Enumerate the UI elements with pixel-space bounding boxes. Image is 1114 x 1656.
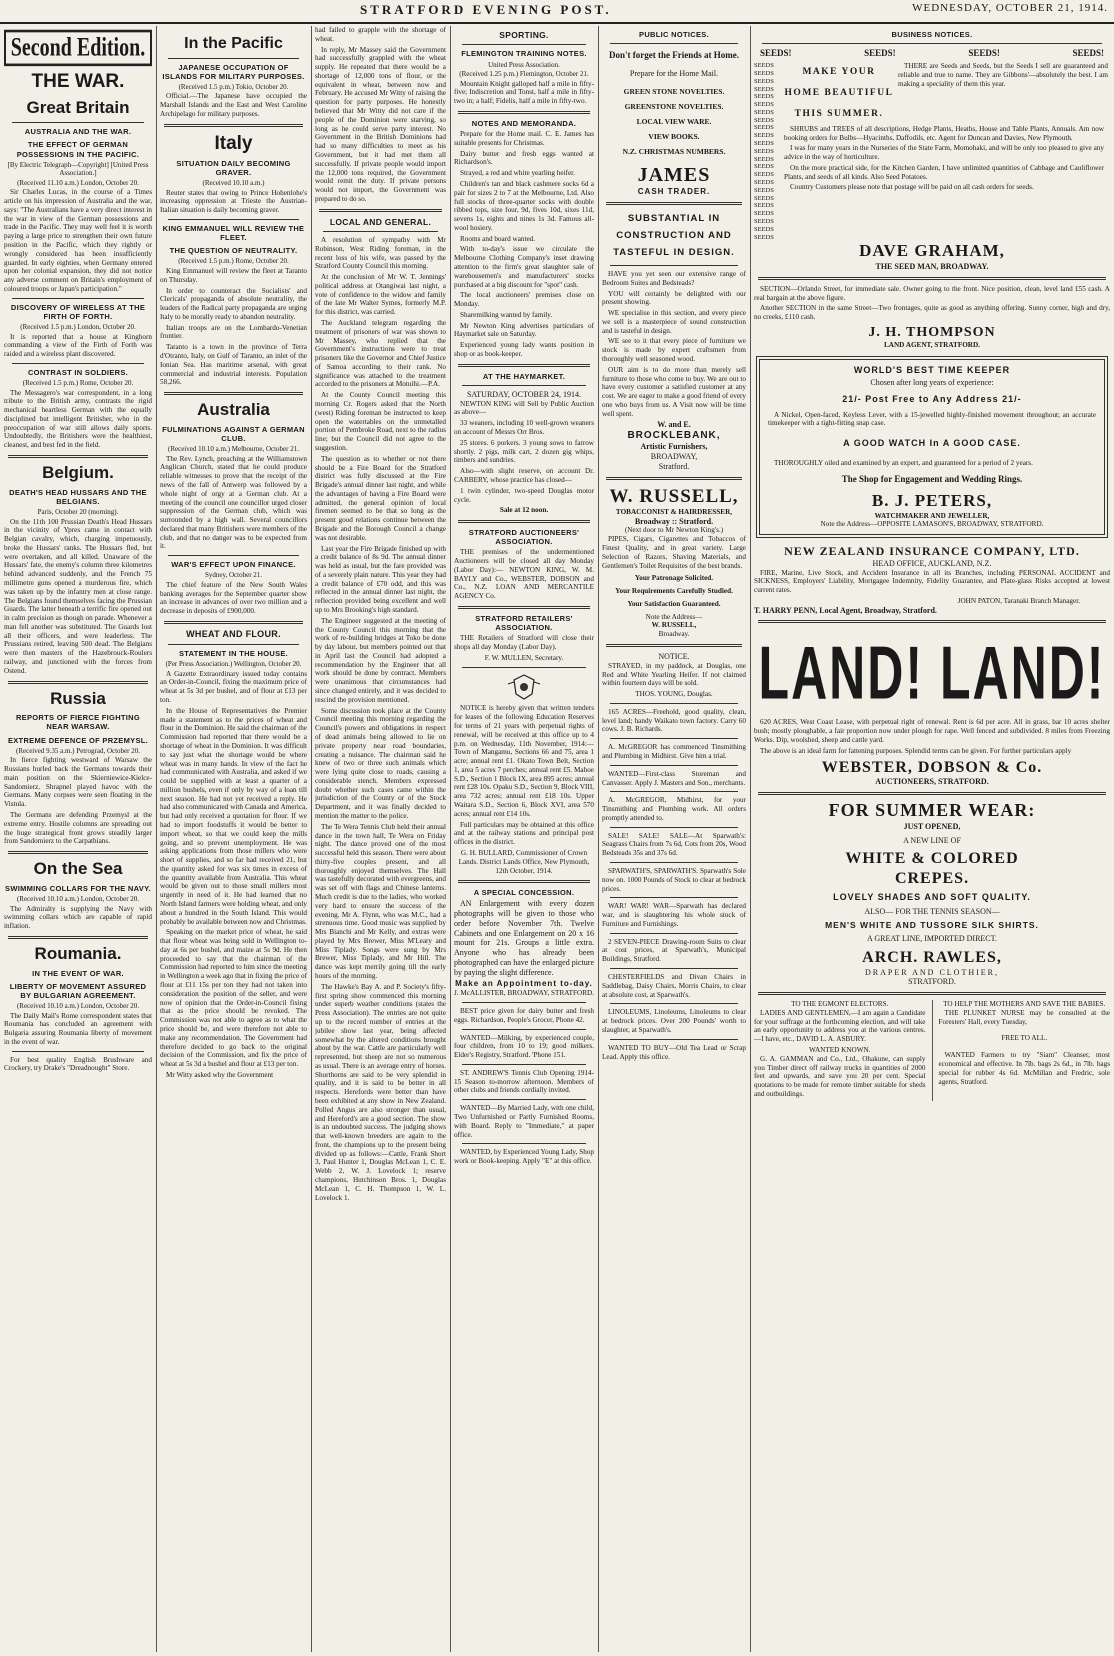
- ad-price: 21/- Post Free to Any Address 21/-: [842, 393, 1022, 404]
- article-paragraph: The Admiralty is supplying the Navy with swimming collars which are capable of rapid inflation.: [4, 904, 152, 931]
- advertisement: Another SECTION in the same Street—Two frontages, quite as good as anything offering. Sunny corner, high and dry, no creeks, £110 cash.: [754, 304, 1110, 322]
- ad-line: W. RUSSELL,: [651, 621, 697, 630]
- crepes-heading: WHITE & COLORED: [845, 850, 1019, 868]
- article-paragraph: The Messagero's war correspondent, in a long tribute to the British army, contrasts the rigid mechanical heartless German with the equally disciplined but intelligent Britisher, who in the preoccupation of war still allows daily sports. Undoubtedly, the Britishers were the healthiest, cleanest, and best fed in the field.: [4, 388, 152, 450]
- ad-heading: TO HELP THE MOTHERS AND SAVE THE BABIES.: [943, 1000, 1106, 1009]
- ad-line: LOCAL VIEW WARE.: [636, 117, 712, 127]
- article-paragraph: In the House of Representatives the Premier made a statement as to the prices of wheat and flour in the Dominion. He said the chairman of the Commission had reported that there would be a shortage of wheat in the Dominion. It was difficult to say just what the shortage would be where wheat was in many hands. In view of the fact he had communicated with Australia, and asked if we could be supplied with at least a quarter of a million bushels, even if only by way of a loan till next season. He had not yet received a reply. He had also communicated with Canada and America, but had only received a quotation for flour. If we had to import foodstuffs it would be better to import wheat, so that we could keep the mills going, and so prevent unemployment. He was asking applications from those millers who were short of supplies, and so far had received 21, but the quantity asked for was six times in excess of the quantity available from Australia. This wheat would be given out to those small millers most urgently in need of it. He had learned that no North Island farmers were holding wheat, and only about a hundred in the South Island. This would probably be available between now and Christmas.: [160, 706, 307, 926]
- war-heading: THE WAR.: [31, 71, 125, 93]
- classified-ad: WANTED, by Experienced Young Lady, Shop work or Book-keeping. Apply "E" at this office.: [454, 1148, 594, 1166]
- advertisement: THE PLUNKET NURSE may be consulted at the Foresters' Hall, every Tuesday,: [938, 1008, 1110, 1026]
- column-6: [754, 26, 1110, 1652]
- ad-line: A GREAT LINE, IMPORTED DIRECT.: [867, 934, 997, 944]
- ad-line: (Next door to Mr Newton King's.): [624, 526, 724, 535]
- bottom-ads-right: [939, 1000, 1111, 1101]
- classified-ad: WANTED—First-class Storeman and Canvasser. Apply J. Masters and Son., merchants.: [602, 769, 746, 787]
- ad-slogan: A GOOD WATCH In A GOOD CASE.: [843, 438, 1021, 449]
- headline: REPORTS OF FIERCE FIGHTING NEAR WARSAW.: [15, 713, 141, 732]
- advertisement: SHRUBS and TREES of all descriptions, Hedge Plants, Heaths, House and Table Plants, Annuals. Am now booking orders for Bulbs—Hyacinths, Daffodils, etc. Agent for Duncan and Davies, New Plymouth.: [784, 124, 1104, 142]
- ad-line: WATCHMAKER AND JEWELLER,: [874, 511, 990, 520]
- classified-ad: 2 SEVEN-PIECE Drawing-room Suits to clear at cost prices, at Sparwath's, Municipal Buildings, Stratford.: [602, 937, 746, 964]
- firm-name: BROCKLEBANK,: [627, 430, 721, 442]
- dave-graham-logo: DAVE GRAHAM,: [859, 241, 1005, 261]
- article-paragraph: In fierce fighting westward of Warsaw the Russians hurled back the Germans towards their main position on the Skierniewice-Kielce-Sandomierz. Shrapnel played havoc with the Germans. Many corpses were seen floating in the Vistula.: [4, 756, 152, 809]
- firm-line: Stratford.: [658, 461, 690, 471]
- advertisement: WE see to it that every piece of furniture we stock is made by expert craftsmen from thoroughly well seasoned wood.: [602, 337, 746, 364]
- seeds-banner: [754, 48, 1110, 59]
- credit-line: United Press Association.: [488, 60, 560, 69]
- classified-ad: ST. ANDREW'S Tennis Club Opening 1914-15 Season to-morrow afternoon. Members of other clubs and friends cordially invited.: [454, 1068, 594, 1095]
- headline: FLEMINGTON TRAINING NOTES.: [461, 49, 587, 59]
- ad-line: Chosen after long years of experience:: [870, 377, 994, 387]
- signature: THOS. YOUNG, Douglas.: [635, 690, 713, 699]
- belgium-heading: Belgium.: [42, 462, 114, 482]
- headline: NOTES AND MEMORANDA.: [471, 118, 577, 128]
- headline: SWIMMING COLLARS FOR THE NAVY.: [5, 883, 151, 893]
- sale-time: Sale at 12 noon.: [499, 506, 549, 515]
- ad-line: ALSO— FOR THE TENNIS SEASON—: [864, 907, 1000, 917]
- dateline: (Received 10.10 a.m.) London, October 20.: [16, 1002, 140, 1010]
- crepes-heading: CREPES.: [894, 869, 970, 887]
- ad-line: Note the Address—: [645, 612, 703, 621]
- article-paragraph: The Engineer suggested at the meeting of the County Council this morning that the work of re-building bridges at Toko be done by day labour, but members pointed out that in April last the Council had adopted a recommendation by the Engineer that all work should be done by contract. Members were unanimous that circumstances had since changed entirely, and it was decided to rescind the provision mentioned.: [315, 616, 446, 704]
- ad-heading: WORLD'S BEST TIME KEEPER: [853, 364, 1011, 375]
- article-paragraph: With to-day's issue we circulate the Melbourne Clothing Company's inset drawing attention to the firm's great slaughter sale of warehousemen's and manufacturers' stocks purchased at a big discount for "spot" cash.: [454, 245, 594, 289]
- advertisement: On the more practical side, for the Kitchen Garden, I have unlimited quantities of Cabbage and Cauliflower Plants, and seeds of all kinds. Also Seed Potatoes.: [784, 163, 1104, 181]
- ad-line: CASH TRADER.: [637, 186, 711, 196]
- on-the-sea-heading: On the Sea: [33, 859, 123, 879]
- headline: THE EFFECT OF GERMAN POSSESSIONS IN THE PACIFIC.: [16, 140, 140, 159]
- seeds-slogan: MAKE YOUR HOME BEAUTIFUL THIS SUMMER.: [784, 67, 894, 119]
- advertisement: THE premises of the undermentioned Auctioneers will be closed all day Monday (Labor Day):— NEWTON KING, W. M. BAYLY and Co., WEBSTER, DOBSON and Co., N.Z. LOAN AND MERCANTILE AGENCY Co.: [454, 548, 594, 601]
- advertisement: FIRE, Marine, Live Stock, and Accident Insurance in all its Branches, including PERSONAL ACCIDENT and SICKNESS, Employers' Liability, Mortgagee Indemnity, Fidelity Guarantee, and Plate-glass Risks accepted at lowest current rates.: [754, 568, 1110, 595]
- ad-line: Broadway.: [658, 630, 690, 639]
- advertisement: 620 ACRES, West Coast Lease, with perpetual right of renewal. Rent is 6d per acre. All in grass, bar 10 acres shelter bush; mostly ploughable, a fair proportion now under plough for rape. Well fenced and subdivided. 8 miles from Freezing Works. Dip, woolshed, sheep and cattle yard.: [754, 718, 1110, 744]
- article-paragraph: The Rev. Lynch, preaching at the Williamstown Anglican Church, stated that he could produce reliable witnesses to prove that the receipt of the news of the fall of Antwerp was followed by a whole night of orgy at a German club. At a meeting of the council one councillor urged closer suppression of the German club, which was surrounded by a high wall. Several councillors declared that many Britishers were members of the club, and that no danger was to be expected from it.: [160, 454, 307, 551]
- peters-logo: B. J. PETERS,: [871, 490, 993, 510]
- column-4: [454, 26, 594, 1652]
- classified-ad: SPARWATH'S, SPARWATH'S. Sparwath's Sole now on. 1000 Pounds of Stock to clear at bedrock prices.: [602, 867, 746, 893]
- pacific-heading: In the Pacific: [184, 35, 283, 52]
- headline: FULMINATIONS AGAINST A GERMAN CLUB.: [162, 424, 305, 443]
- article-paragraph: A Gazette Extraordinary issued today contains an Order-in-Council, fixing the maximum price of wheat at 5s 3d per bushel, and of flour at £13 per ton.: [160, 669, 307, 705]
- article-paragraph: Dairy butter and fresh eggs wanted at Richardson's.: [454, 149, 594, 167]
- article-paragraph: The Hawke's Bay A. and P. Society's fifty-first spring show commenced this morning under superb weather conditions (states the Press Association). The entries are not quite up to the record number of entries at the jubilee show last year, being affected somewhat by the altered conditions brought about by the war. Cattle are particularly well represented, but sheep are not so numerous as usual. There is an average entry of horses. Shorthorns are said to be very splendid in quality, and it is said to be better in all respects. Herefords were better than have been exhibited at any show in New Zealand. Polled Angus are also stronger than usual, and Hereford's are a good section. The show is an undoubted success. The judging shows that well-known breeders are again to the front, the champions up to the present being divided up as follows:—Cattle, Frank Short 3, Paul Hunter 1, Douglas McLean 1, C. E. Webb 2, W. J. Lovelock 1; reserve champions, Hutchinson Bros. 1, Douglas McLean 1, C. H. Thompson 1, W. L. Lovelock 1.: [315, 982, 446, 1202]
- headline: DEATH'S HEAD HUSSARS AND THE BELGIANS.: [9, 487, 147, 506]
- article-paragraph: On the 11th 100 Prussian Death's Head Hussars in the vicinity of Ypres came in contact with Belgian cavalry, which, charging impetuously, broke the Hussars' ranks. The Hussars fled, but were overtaken, and all killed. Unaware of the Hussars' fate, the enemy's column three kilometres behind advanced suddenly, and the French 75 millimetre guns opened a murderous fire, which was taken up by the infantry men at close range. The Belgians found themselves facing the Prussian Guards. The latter beneath a terrific fire opened out in calm precision as though on parade. Whenever a man fell another was substituted. The Guards lost all their officers, and were leaderless. The Prussians retired, leaving 500 dead. The Belgians were then masters of the Hazebrouck-Roulers railway, and junctioned with the forces from Ostend.: [4, 517, 152, 675]
- signature: J. McALLISTER, BROADWAY, STRATFORD.: [454, 989, 594, 998]
- advertisement: 25 stores. 6 porkers. 3 young sows to farrow shortly. 2 pigs, milk cart, 2 dozen gig whips, timbers and sundries.: [454, 438, 594, 465]
- ad-line: TOBACCONIST & HAIRDRESSER,: [615, 507, 733, 516]
- classified-ad: WAR! WAR! WAR—Sparwath has declared war, and is slaughtering his whole stock of Furniture and Furnishings.: [602, 902, 746, 928]
- ad-line: The Shop for Engagement and Wedding Rings.: [841, 473, 1023, 484]
- article-paragraph: In reply, Mr Massey said the Government had successfully grappled with the wheat supply. He repeated that there would be a shortage of 12,000 tons of flour, or the equivalent in wheat, between now and February. He accused Mr Witty of raising the question for party purposes. He honestly believed that Mr Witty did not care if the people of the Dominion were starving, so long as he could serve party interest. No Government in the British Dominions had had so many difficulties to meet as his Government, but it had met them all successfully. If private people would import the 12,000 tons required, the Government would remit the duty. If private persons would not import, the Government was prepared to do so.: [315, 45, 446, 203]
- notice-heading: NOTICE.: [658, 651, 690, 661]
- headline: EXTREME DEFENCE OF PRZEMYSL.: [7, 735, 149, 745]
- dateline: (Received 10.10 a.m.) Melbourne, October 21.: [167, 445, 299, 454]
- advertisement: The above is an ideal farm for fattening purposes. Splendid terms can be given. For further particulars apply: [760, 746, 1072, 755]
- headline: STRATFORD RETAILERS' ASSOCIATION.: [475, 614, 573, 633]
- ad-line: Broadway :: Stratford.: [634, 516, 714, 526]
- dateline: Sydney, October 21.: [204, 571, 263, 580]
- firm-line: BROADWAY,: [650, 452, 698, 462]
- classified-ad: SALE! SALE! SALE—At Sparwath's: Seagrass Chairs from 7s 6d, Cots from 20s, Wood Bedsteads 35s and 37s 6d.: [602, 831, 746, 858]
- advertisement: PIPES, Cigars, Cigarettes and Tobaccos of Finest Quality, and in great variety. Large Selection of Razors, Shaving Materials, and Gentlemen's Toilet Requisites of the best brands.: [602, 535, 746, 570]
- advertisement: THERE are Seeds and Seeds, but the Seeds I sell are guaranteed and reliable and true to name. They are Gibbons'—absolutely the best. I am making a speciality of them this year.: [898, 62, 1108, 88]
- advertisement: Full particulars may be obtained at this office and at the railway stations and principal post offices in the district.: [454, 820, 594, 847]
- dateline: Paris, October 20 (morning).: [37, 508, 119, 516]
- roumania-heading: Roumania.: [34, 943, 122, 963]
- dateline: (Received 1.5 p.m.) London, October 20.: [20, 322, 136, 331]
- advertisement: NEWTON KING will Sell by Public Auction as above—: [454, 399, 594, 417]
- classified-ad: LINOLEUMS, Linoleums, Linoleums to clear at bedrock prices. Over 200 Pounds' worth to slaughter, at Sparwath's.: [602, 1008, 746, 1034]
- dateline: (Received 10.10 a.m.): [202, 179, 265, 188]
- advertisement: 33 weaners, including 10 well-grown weaners on account of Messrs Orr Bros.: [454, 419, 594, 437]
- seeds-label: SEEDS!: [1072, 48, 1104, 59]
- ad-line: Your Patronage Solicited.: [634, 574, 714, 583]
- ad-line: N.Z. CHRISTMAS NUMBERS.: [622, 147, 726, 157]
- dateline: (Received 9.35 a.m.) Petrograd, October 20.: [15, 746, 140, 755]
- ad-line: Prepare for the Home Mail.: [629, 69, 719, 79]
- nzi-logo: NEW ZEALAND INSURANCE COMPANY, LTD.: [784, 544, 1080, 559]
- advertisement: Also—with slight reserve, on account Dr. CARBERY, whose practice has closed—: [454, 467, 594, 484]
- article-paragraph: Mountain Knight galloped half a mile in fifty-five; Indiscretion and Tonst, half a mile in fifty-two in; a half; Fidelis, half a mile in fifty-two.: [454, 79, 594, 106]
- article-paragraph: Experienced young lady wants position in shop or as book-keeper.: [454, 341, 594, 359]
- russia-heading: Russia: [50, 688, 106, 708]
- column-2: [160, 26, 307, 1652]
- article-paragraph: The question as to whether or not there should be a Fire Board for the Stratford district was fully discussed at the Fire Brigade's annual dinner last night, and while the advantages of having a Fire Board were admitted, the general opinion of local firemen seemed to be that so long as the present good relations continue between the Brigade and the Borough Council a change was not desirable.: [315, 454, 446, 542]
- article-paragraph: The Germans are defending Przemysl at the extreme entry. Hostile columns are spreading out the huge strategical front grows steadily larger from Sandomierz to the Carpathians.: [4, 810, 152, 846]
- headline: WAR'S EFFECT UPON FINANCE.: [171, 560, 296, 570]
- headline: STATEMENT IN THE HOUSE.: [178, 649, 289, 659]
- headline: A SPECIAL CONCESSION.: [473, 888, 575, 898]
- australia-heading: Australia: [197, 400, 270, 420]
- advertisement: NOTICE is hereby given that written tenders for leases of the following Education Reserves for terms of 21 years with perpetual rights of renewal, will be received at this office up to 4 p.m. on Wednesday, 11th November, 1914:— Town of Mangamu, Sections 66 and 75, area 1 acre; annual rent £1. Okato Town Belt, Section 1, area 5 acres 7 perches; annual rent £5. Mahoe S.D., Section 1 Block IX, area 895 acres; annual rent £28 10s. Opaku S.D., Section 9, Block VIII, area 732 acres; annual rent £18 10s. Upper Waitara S.D., Section 6, Block XVI, area 570 acres; annual rent £14 10s.: [454, 704, 594, 818]
- ad-line: T. HARRY PENN, Local Agent, Broadway, Stratford.: [754, 605, 937, 615]
- advertisement: Country Customers please note that postage will be paid on all cash orders for seeds.: [790, 183, 1034, 192]
- advertisement: WANTED Farmers to try "Siam" Cleanser, most economical and effective. In 7lb. bags 2s 6d., in 7lb. bags special for rubber 4s 6d. McMillan and Fredric, sole agents, Stratford.: [938, 1051, 1110, 1086]
- article-paragraph: Reuter states that owing to Prince Hohenlohe's increasing oppression at Trieste the Austrian-Italian situation is daily becoming graver.: [160, 188, 307, 215]
- ad-line: DRAPER AND CLOTHIER,: [864, 967, 999, 977]
- ad-heading: SUBSTANTIAL IN CONSTRUCTION AND TASTEFUL IN DESIGN.: [613, 212, 735, 258]
- seeds-text-2: [784, 125, 1104, 194]
- rawles-logo: ARCH. RAWLES,: [862, 949, 1002, 967]
- webster-logo: WEBSTER, DOBSON & Co.: [821, 758, 1043, 776]
- article-paragraph: Last year the Fire Brigade finished up with a credit balance of 8s 9d. The annual dinner was held as usual, but the fare provided was of a severely plain nature. This year they had a credit balance of £70 odd, and this was reflected in the annual dinner last night, the reflection provided being excellent and well up to Mrs Brooking's high standard.: [315, 544, 446, 615]
- classified-ad: BEST price given for dairy butter and fresh eggs. Richardson, People's Grocer, Phone 42.: [454, 1006, 594, 1024]
- advertisement: I was for many years in the Nurseries of the State Farm, Momohaki, and will be only too pleased to give any advice in the way of horticulture.: [784, 144, 1104, 162]
- headline: LOCAL AND GENERAL.: [329, 216, 432, 227]
- classified-ad: WANTED—Milking, by experienced couple, four children, from 10 to 19; good milkers. Elder's Registry, Stratford. 'Phone 151.: [454, 1033, 594, 1060]
- headline: LIBERTY OF MOVEMENT ASSURED BY BULGARIAN AGREEMENT.: [9, 981, 147, 1000]
- ad-line: MEN'S WHITE AND TUSSORE SILK SHIRTS.: [825, 920, 1039, 931]
- advertisement: OUR aim is to do more than merely sell furniture to those who come to buy. We are out to have every customer a satisfied customer at any cost. We are eager to make a good friend of every one who buys from us. A Visit now will be time well spent.: [602, 365, 746, 418]
- headline: WHEAT AND FLOUR.: [186, 629, 281, 640]
- article-paragraph: Sharemilking wanted by family.: [460, 310, 553, 319]
- headline: CONTRAST IN SOLDIERS.: [27, 367, 129, 377]
- credit-line: [By Electric Telegraph—Copyright] [United Press Association.]: [7, 160, 149, 178]
- dateline: (Received 1.25 p.m.) Flemington, October 21.: [459, 70, 589, 79]
- article-paragraph: It is reported that a house at Kinghorn commanding a view of the Firth of Forth was raided and a wireless plant discovered.: [4, 332, 152, 359]
- article-paragraph: Official.—The Japanese have occupied the Marshall Islands and the East and West Caroline Archipelago for military purposes.: [160, 92, 307, 118]
- headline: DISCOVERY OF WIRELESS AT THE FIRTH OF FORTH.: [10, 302, 146, 321]
- ad-line: A NEW LINE OF: [903, 835, 961, 845]
- sale-date: SATURDAY, OCTOBER 24, 1914.: [466, 389, 582, 399]
- advertisement: A Nickel, Open-faced, Keyless Lever, with a 15-jewelled highly-finished movement throughout; an accurate timekeeper with a tight-fitting snap case.: [768, 410, 1096, 428]
- article-paragraph: Taranto is a town in the province of Terra d'Otranto, Italy, on Gulf of Taranto, an inlet of the Ionian Sea. Has maritime arsenal, with great commercial and industrial interests. Population 58,266.: [160, 343, 307, 387]
- firm-name: W. and E.: [657, 420, 691, 430]
- classified-ad: WANTED TO BUY—Old Tea Lead or Scrap Lead. Apply this office.: [602, 1043, 746, 1061]
- article-paragraph: Prepare for the Home mail. C. E. James has suitable presents for Christmas.: [454, 130, 594, 147]
- summer-heading: FOR SUMMER WEAR:: [828, 799, 1036, 820]
- headline: SPORTING.: [499, 30, 549, 40]
- seeds-text: [898, 62, 1108, 90]
- headline: AT THE HAYMARKET.: [482, 371, 566, 381]
- ad-line: HEAD OFFICE, AUCKLAND, N.Z.: [872, 558, 992, 568]
- article-paragraph: The Te Wera Tennis Club held their annual dance in the town hall, Te Wera on Friday night. The dance proved one of the most successful held this season. There were about thirty-five couples present, and all thoroughly enjoyed themselves. The Hall was tastefully decorated with evergreens, and was set off with flags and Chinese lanterns. Much credit is due to the ladies, who worked very hard to ensure the success of the evening. Mr A. Flynn, who was M.C., had a strenuous time. Good music was supplied by Mrs Bianchi and Mr Kelly, and extras were played by Mrs Brewer, Miss M'Leary and Miss Tiplady. Songs were sung by Mrs Brewer, Miss Tiplady, and Mr Hill. The dance was kept merrily going till the early hours of the morning.: [315, 822, 446, 981]
- advertisement: G. A. GAMMAN and Co., Ltd., Ohakune, can supply you Timber direct off railway trucks in quantities of 2000 feet and upwards, and save you 20 per cent. Special quotations to be made for remote timber suitable for sheds and outbuildings.: [754, 1054, 926, 1098]
- advertisement: SECTION—Orlando Street, for immediate sale. Owner going to the front. Nice position, clean, level land £55 cash. A real bargain at the above figure.: [754, 284, 1110, 302]
- advertisement: For best quality English Brushware and Crockery, try Drake's "Dreadnought" Store.: [4, 1055, 152, 1073]
- ad-line: Note the Address—OPPOSITE LAMASON'S, BROADWAY, STRATFORD.: [820, 520, 1044, 529]
- article-paragraph: Rooms and board wanted.: [460, 234, 536, 243]
- advertisement: THOROUGHLY oiled and examined by an expert, and guaranteed for a period of 2 years.: [774, 459, 1033, 468]
- advertisement: THE Retailers of Stratford will close their shops all day Monday (Labor Day).: [454, 634, 594, 652]
- article-paragraph: had failed to grapple with the shortage of wheat.: [315, 26, 446, 43]
- article-paragraph: At the County Council meeting this morning Cr. Rogers asked that the North (west) Riding foreman be instructed to keep open the watertables on the unmetalled portion of Pembroke Road, next to the radius line; but the Council did not agree to the suggestion.: [315, 391, 446, 452]
- ad-line: THE SEED MAN, BROADWAY.: [875, 262, 989, 272]
- second-edition-heading: Second Edition.: [4, 30, 152, 67]
- seed-word-list: SEEDS SEEDS SEEDS SEEDS SEEDS SEEDS SEEDS SEEDS SEEDS SEEDS SEEDS SEEDS SEEDS SEEDS SEEDS SEEDS SEEDS SEEDS SEEDS SEEDS SEEDS SEEDS SEEDS: [754, 62, 774, 241]
- dateline: (Received 1.5 p.m.) Rome, October 20.: [22, 378, 134, 387]
- article-paragraph: The local auctioneers' premises close on Monday.: [454, 291, 594, 309]
- article-paragraph: Some discussion took place at the County Council meeting this morning regarding the Council's powers and obligations in respect of dead animals being allowed to lie on private property near road boundaries, creating a nuisance. The chairman said he knew of two or three such animals which were lying quite close to roads, causing a considerable stench. Members expressed doubt whether such cases came within the jurisdiction of the County or of the Stock Department, and it was finally decided to mention the matter to the police.: [315, 706, 446, 820]
- advertisement: HAVE you yet seen our extensive range of Bedroom Suites and Bedsteads?: [602, 269, 746, 287]
- column-rule: [750, 26, 751, 1652]
- ad-line: JUST OPENED,: [903, 821, 961, 831]
- classified-ad: A. McGREGOR, Midhirst, for your Tinsmithing and Plumbing work. All orders promptly attended to.: [602, 796, 746, 822]
- masthead: [0, 0, 1114, 24]
- article-paragraph: The Daily Mail's Rome correspondent states that Roumania has concluded an agreement with Bulgaria assuring Roumania liberty of movement in the event of war.: [4, 1011, 152, 1046]
- classified-ad: WANTED—By Married Lady, with one child, Two Unfurnished or Partly Furnished Rooms, with Board. Reply to "Immediate," at paper office.: [454, 1104, 594, 1139]
- headline: SITUATION DAILY BECOMING GRAVER.: [176, 158, 291, 177]
- seeds-label: SEEDS!: [760, 48, 792, 59]
- article-paragraph: Children's tan and black cashmere socks 6d a pair for sizes 2 to 7 at the Melbourne, Ltd. Also full stocks of three-quarter socks with double ribbed tops, size four, 9d, fives 10d, sixes 11d, sevens 1s, eights and nines 1s 3d. Famous all-wool hosiery.: [454, 179, 594, 232]
- coat-of-arms-icon: [454, 672, 594, 705]
- column-rule: [156, 26, 157, 1652]
- advertisement: YOU will certainly be delighted with our present showing.: [602, 289, 746, 307]
- firm-line: Artistic Furnishers,: [640, 442, 708, 452]
- thompson-logo: J. H. THOMPSON: [868, 325, 996, 341]
- russell-logo: W. RUSSELL,: [609, 485, 739, 507]
- advertisement: WE specialise in this section, and every piece we sell is a masterpiece of sound construction and is tasteful in design.: [602, 309, 746, 335]
- headline: THE QUESTION OF NEUTRALITY.: [169, 246, 298, 256]
- credit-line: (Per Press Association.) Wellington, October 20.: [165, 660, 302, 669]
- article-paragraph: Italian troops are on the Lombardo-Venetian frontier.: [160, 323, 307, 341]
- bottom-ads-left: [754, 1000, 926, 1101]
- ad-line: LAND AGENT, STRATFORD.: [884, 341, 980, 350]
- column-5: [602, 26, 746, 1652]
- headline: IN THE EVENT OF WAR.: [32, 968, 124, 978]
- newspaper-title: STRATFORD EVENING POST.: [360, 2, 612, 17]
- headline: AUSTRALIA AND THE WAR.: [24, 127, 132, 137]
- james-logo: JAMES: [637, 163, 711, 186]
- bottom-ads: [754, 1000, 1110, 1101]
- peters-watch-ad: [756, 356, 1108, 538]
- dateline: (Received 11.10 a.m.) London, October 20.: [17, 178, 139, 187]
- ad-line: VIEW BOOKS.: [648, 132, 700, 142]
- dateline: (Received 10.10 a.m.) London, October 20.: [16, 894, 140, 903]
- italy-heading: Italy: [214, 132, 253, 154]
- headline: BUSINESS NOTICES.: [891, 30, 973, 39]
- classified-ad: CHESTERFIELDS and Divan Chairs in Saddlebag, Daisy Chairs, Morris Chairs, to clear at absolute cost, at Sparwath's.: [602, 973, 746, 999]
- column-rule: [311, 26, 312, 1652]
- column-3: [315, 26, 446, 1652]
- ad-line: STRATFORD.: [908, 977, 956, 987]
- article-paragraph: King Emmanuel will review the fleet at Taranto on Thursday.: [160, 266, 307, 284]
- advertisement: AN Enlargement with every dozen photographs will be given to those who order before November 7th. Twelve Cabinets and one Enlargement on 20 x 16 mount for 21s. Groups a little extra. Anyone who has already been photographed can have the enlarged picture by paying the slight difference.: [454, 899, 594, 977]
- issue-date: WEDNESDAY, OCTOBER 21, 1914.: [912, 2, 1108, 14]
- advertisement: 1 twin cylinder, two-speed Douglas motor cycle.: [454, 486, 594, 504]
- column-rule: [598, 26, 599, 1652]
- ad-line: Don't forget the Friends at Home.: [609, 50, 739, 61]
- article-paragraph: The Auckland telegram regarding the treatment of prisoners of war was shown to Mr Massey, who replied that the Government's instructions were to treat prisoners like the Governor and Chief Justice of Samoa according to their rank. No significance was attached to the treatment accorded to the prisoners at Motuihi.—P.A.: [315, 319, 446, 389]
- land-banner: LAND! LAND!: [758, 631, 1106, 716]
- article-paragraph: Sir Charles Lucas, in the course of a Times article on his impression of Australia and the war, says: "The Australians have a very direct interest in the war in view of the German possessions and trade in the Pacific. They may well feel it is worth paying a large price to strengthen their own future position in the Pacific, which they rightly or wrongly considered has been insufficiently guarded. In early eighties, when Germany entered upon her colonial expansion, they did not notice any adverse comment on Britain's employment of coloured troops or Japan's participation.": [4, 188, 152, 293]
- article-paragraph: The chief feature of the New South Wales banking averages for the September quarter show an increase in advances of over two million and a decrease in deposits of £900,000.: [160, 580, 307, 616]
- classified-ad: 165 ACRES—Freehold, good quality, clean, level land; handy Waikato town factory. Carry 60 cows. J. B. Richards.: [602, 707, 746, 734]
- dateline: (Received 1.5 p.m.) Tokio, October 20.: [178, 82, 289, 91]
- article-paragraph: In order to counteract the Socialists' and Clericals' propaganda of absolute neutrality, the leaders of the Radical party propaganda are urging Italy to be morally ready to abandon neutrality.: [160, 286, 307, 321]
- article-paragraph: Mr Witty asked why the Government: [166, 1070, 274, 1079]
- ad-heading: TO THE EGMONT ELECTORS.: [791, 1000, 889, 1009]
- signature: G. H. BULLARD, Commissioner of Crown Lands. District Lands Office, New Plymouth, 12th October, 1914.: [458, 848, 590, 875]
- article-paragraph: At the conclusion of Mr W. T. Jennings' political address at Otangiwai last night, a vote of confidence to the widow and family of the late Mr Walter Symes, formerly M.P. for this district, was carried.: [315, 273, 446, 317]
- ad-line: Your Requirements Carefully Studied.: [615, 587, 733, 596]
- ad-line: FREE TO ALL.: [1001, 1034, 1048, 1043]
- classified-ad: STRAYED, in my paddock, at Douglas, one Red and White Yearling Heifer. If not claimed within fourteen days will be sold.: [602, 661, 746, 688]
- headline: PUBLIC NOTICES.: [639, 30, 709, 39]
- ad-line: GREEN STONE NOVELTIES.: [623, 86, 725, 96]
- article-paragraph: A resolution of sympathy with Mr Robinson, West Riding foreman, in the recent loss of his wife, was passed by the Stratford County Council this morning.: [315, 235, 446, 271]
- ad-line: AUCTIONEERS, STRATFORD.: [875, 777, 989, 787]
- seeds-ad: [754, 62, 1110, 241]
- ad-line: LOVELY SHADES AND SOFT QUALITY.: [833, 892, 1031, 903]
- seeds-label: SEEDS!: [864, 48, 896, 59]
- ad-line: GREENSTONE NOVELTIES.: [624, 102, 724, 111]
- article-paragraph: Speaking on the market price of wheat, he said that flour wheat was being sold in Wellington to-day at 6s per bushel, and maize at 5s 9d. He then proceeded to say that the chairman of the Commission had reported to him since the meeting in Wellington a week ago that in fixing the price of flour at £11 15s per ton they had not taken into consideration the position of the seller, and were now of opinion that the Order-in-Council fixing that as the price should be revoked. The Commission was not able to agree as to what the price should be, and were therefore not able to make any recommendation. The Government had therefore decided to go back to the original decision of the Commission, and fix the price of wheat at 5s 3d a bushel and flour at £13 per ton.: [160, 928, 307, 1069]
- signature: F. W. MULLEN, Secretary.: [484, 653, 564, 662]
- classified-ad: A. McGREGOR has commenced Tinsmithing and Plumbing in Midhirst. Give him a trial.: [602, 743, 746, 760]
- article-paragraph: Mr Newton King advertises particulars of Haymarket sale on Saturday.: [454, 321, 594, 339]
- headline: JAPANESE OCCUPATION OF ISLANDS FOR MILITARY PURPOSES.: [162, 62, 305, 81]
- ad-tagline: Make an Appointment to-day.: [455, 979, 593, 989]
- seeds-label: SEEDS!: [968, 48, 1000, 59]
- headline: KING EMMANUEL WILL REVIEW THE FLEET.: [162, 224, 305, 243]
- great-britain-heading: Great Britain: [26, 97, 130, 117]
- column-rule: [450, 26, 451, 1652]
- signature: JOHN PATON, Taranaki Branch Manager.: [957, 596, 1080, 605]
- ad-line: Your Satisfaction Guaranteed.: [627, 599, 721, 608]
- article-paragraph: Strayed, a red and white yearling heifer.: [460, 169, 575, 178]
- dateline: (Received 1.5 p.m.) Rome, October 20.: [178, 257, 289, 266]
- ad-heading: WANTED KNOWN.: [809, 1046, 871, 1055]
- headline: STRATFORD AUCTIONEERS' ASSOCIATION.: [468, 528, 580, 547]
- advertisement: LADIES AND GENTLEMEN,—I am again a Candidate for your suffrage at the forthcoming election, and will take an early opportunity to address you at the various centres.—I have, etc., DAVID L. A. ASBURY.: [754, 1008, 926, 1044]
- column-1: [4, 26, 152, 1652]
